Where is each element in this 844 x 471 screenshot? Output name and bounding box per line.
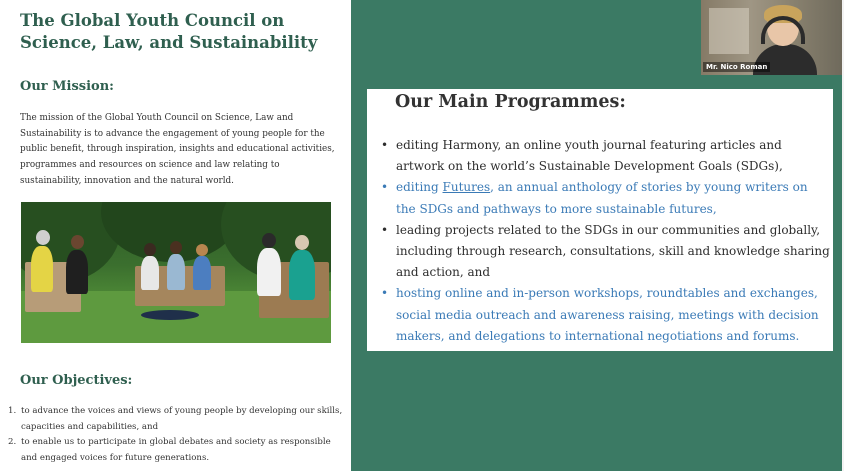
- programme-text-end: , an annual anthology of stories by young writers on the SDGs and pathways to more sustainable futures,: [396, 180, 808, 216]
- bullet-icon: •: [381, 222, 389, 237]
- list-number: 2.: [8, 437, 17, 447]
- objective-text: to enable us to participate in global debates and society as responsible and engaged voices for future generations.: [21, 437, 331, 463]
- bullet-icon: •: [381, 180, 389, 195]
- list-item: [379, 177, 831, 219]
- participant-video-tile[interactable]: [701, 0, 842, 75]
- objectives-heading: Our Objectives:: [20, 373, 133, 388]
- document-page: [0, 0, 351, 471]
- programmes-heading: Our Main Programmes:: [395, 92, 626, 112]
- mission-text: The mission of the Global Youth Council on Science, Law and Sustainability is to advance the engagement of young people for the public benefit, through inspiration, insights and educational activities, programmes and resources on science and law relating to sustainability, innovation and the natural world.: [20, 113, 335, 186]
- list-item: [8, 404, 343, 435]
- objective-text: to advance the voices and views of young people by developing our skills, capacities and capabilities, and: [21, 406, 343, 432]
- programmes-list: [379, 135, 831, 347]
- programme-text-start: editing: [396, 180, 443, 195]
- list-item: [379, 220, 831, 284]
- bullet-icon: •: [381, 286, 389, 301]
- participant-name-label: Mr. Nico Roman: [703, 62, 770, 72]
- futures-link[interactable]: Futures: [442, 180, 491, 195]
- bullet-icon: •: [381, 138, 389, 152]
- programme-text: editing Harmony, an online youth journal featuring articles and artwork on the world’s Sustainable Development Goals (SDGs),: [396, 138, 783, 174]
- programmes-card: [367, 89, 833, 351]
- list-item: [379, 135, 831, 177]
- list-item: [379, 283, 831, 347]
- group-photo: [21, 202, 331, 343]
- list-number: 1.: [8, 406, 17, 416]
- mission-heading: Our Mission:: [20, 79, 114, 94]
- page-title: The Global Youth Council on Science, Law, and Sustainability: [20, 11, 318, 52]
- list-item: [8, 435, 343, 466]
- objectives-list: [8, 404, 343, 466]
- programme-text: leading projects related to the SDGs in our communities and globally, including through research, consultations, skill and knowledge sharing and action, and: [396, 222, 830, 280]
- programme-text: hosting online and in-person workshops, roundtables and exchanges, social media outreach and awareness raising, meetings with decision makers, and delegations to international negotiations and forums.: [396, 286, 819, 343]
